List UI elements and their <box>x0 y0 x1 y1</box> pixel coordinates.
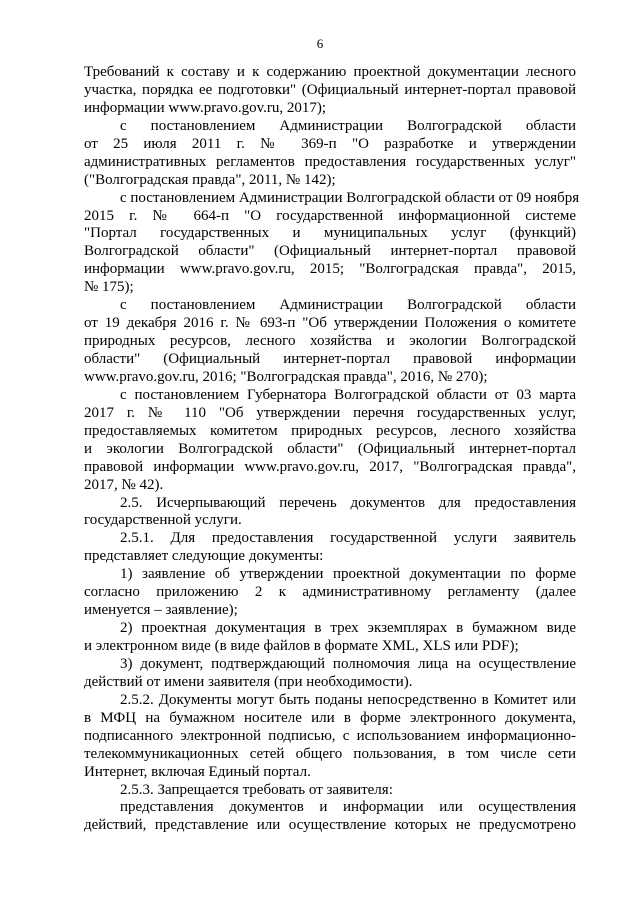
text-line: представляет следующие документы: <box>84 548 324 565</box>
text-line: участка, порядка ее подготовки" (Официальный интернет-портал правовой <box>84 81 576 98</box>
text-line: Интернет, включая Единый портал. <box>84 763 311 780</box>
text-line: 2017 г. № 110 "Об утверждении перечня государственных услуг, <box>84 404 576 421</box>
text-line: действий от имени заявителя (при необходимости). <box>84 673 413 690</box>
text-line: согласно приложению 2 к административному регламенту (далее <box>84 584 576 601</box>
text-line: 2017, № 42). <box>84 476 164 493</box>
text-line: с постановлением Администрации Волгоградской области <box>120 117 576 134</box>
text-line: административных регламентов предоставления государственных услуг" <box>84 153 576 170</box>
text-line: государственной услуги. <box>84 512 242 529</box>
text-line: 2.5.1. Для предоставления государственной услуги заявитель <box>120 530 576 547</box>
text-line: 2.5. Исчерпывающий перечень документов для предоставления <box>120 494 576 511</box>
text-line: подписанного электронной подписью, с использованием информационно- <box>84 727 576 744</box>
text-line: от 19 декабря 2016 г. № 693-п "Об утверждении Положения о комитете <box>84 315 576 332</box>
text-line: природных ресурсов, лесного хозяйства и экологии Волгоградской <box>84 333 576 350</box>
text-line: действий, представление или осуществление которых не предусмотрено <box>84 817 576 834</box>
text-line: именуется – заявление); <box>84 602 238 619</box>
text-line: № 175); <box>84 279 134 296</box>
page-number: 6 <box>316 36 324 51</box>
text-line: 2) проектная документация в трех экземплярах в бумажном виде <box>120 620 576 637</box>
text-line: от 25 июля 2011 г. № 369-п "О разработке и утверждении <box>84 135 576 152</box>
text-line: области" (Официальный интернет-портал правовой информации <box>84 351 576 367</box>
text-line: информации www.pravo.gov.ru, 2017); <box>84 99 327 116</box>
text-line: с постановлением Администрации Волгоградской области от 09 ноября <box>120 189 580 206</box>
text-line: Требований к составу и к содержанию проектной документации лесного <box>84 64 576 80</box>
text-line: в МФЦ на бумажном носителе или в форме электронного документа, <box>84 709 576 726</box>
text-line: предоставляемых комитетом природных ресурсов, лесного хозяйства <box>84 422 576 439</box>
text-line: 2.5.2. Документы могут быть поданы непосредственно в Комитет или <box>120 691 576 708</box>
text-line: 2015 г. № 664-п "О государственной информационной системе <box>84 207 576 224</box>
text-line: с постановлением Губернатора Волгоградской области от 03 марта <box>120 386 576 403</box>
text-line: ("Волгоградская правда", 2011, № 142); <box>84 171 336 188</box>
text-line: телекоммуникационных сетей общего пользования, в том числе сети <box>84 745 576 762</box>
text-line: "Портал государственных и муниципальных услуг (функций) <box>84 225 576 242</box>
text-line: представления документов и информации или осуществления <box>120 799 576 816</box>
document-body <box>84 64 580 835</box>
text-line: и экологии Волгоградской области" (Официальный интернет-портал <box>84 440 576 457</box>
text-line: Волгоградской области" (Официальный интернет-портал правовой <box>84 243 576 260</box>
text-line: www.pravo.gov.ru, 2016; "Волгоградская правда", 2016, № 270); <box>84 368 488 385</box>
text-line: информации www.pravo.gov.ru, 2015; "Волгоградская правда", 2015, <box>84 261 576 278</box>
text-line: с постановлением Администрации Волгоградской области <box>120 297 576 314</box>
text-line: 3) документ, подтверждающий полномочия лица на осуществление <box>120 655 576 672</box>
text-line: и электронном виде (в виде файлов в формате XML, XLS или PDF); <box>84 638 519 654</box>
text-line: правовой информации www.pravo.gov.ru, 2017, "Волгоградская правда", <box>84 458 576 475</box>
text-line: 2.5.3. Запрещается требовать от заявителя: <box>120 781 393 798</box>
text-line: 1) заявление об утверждении проектной документации по форме <box>120 566 576 583</box>
